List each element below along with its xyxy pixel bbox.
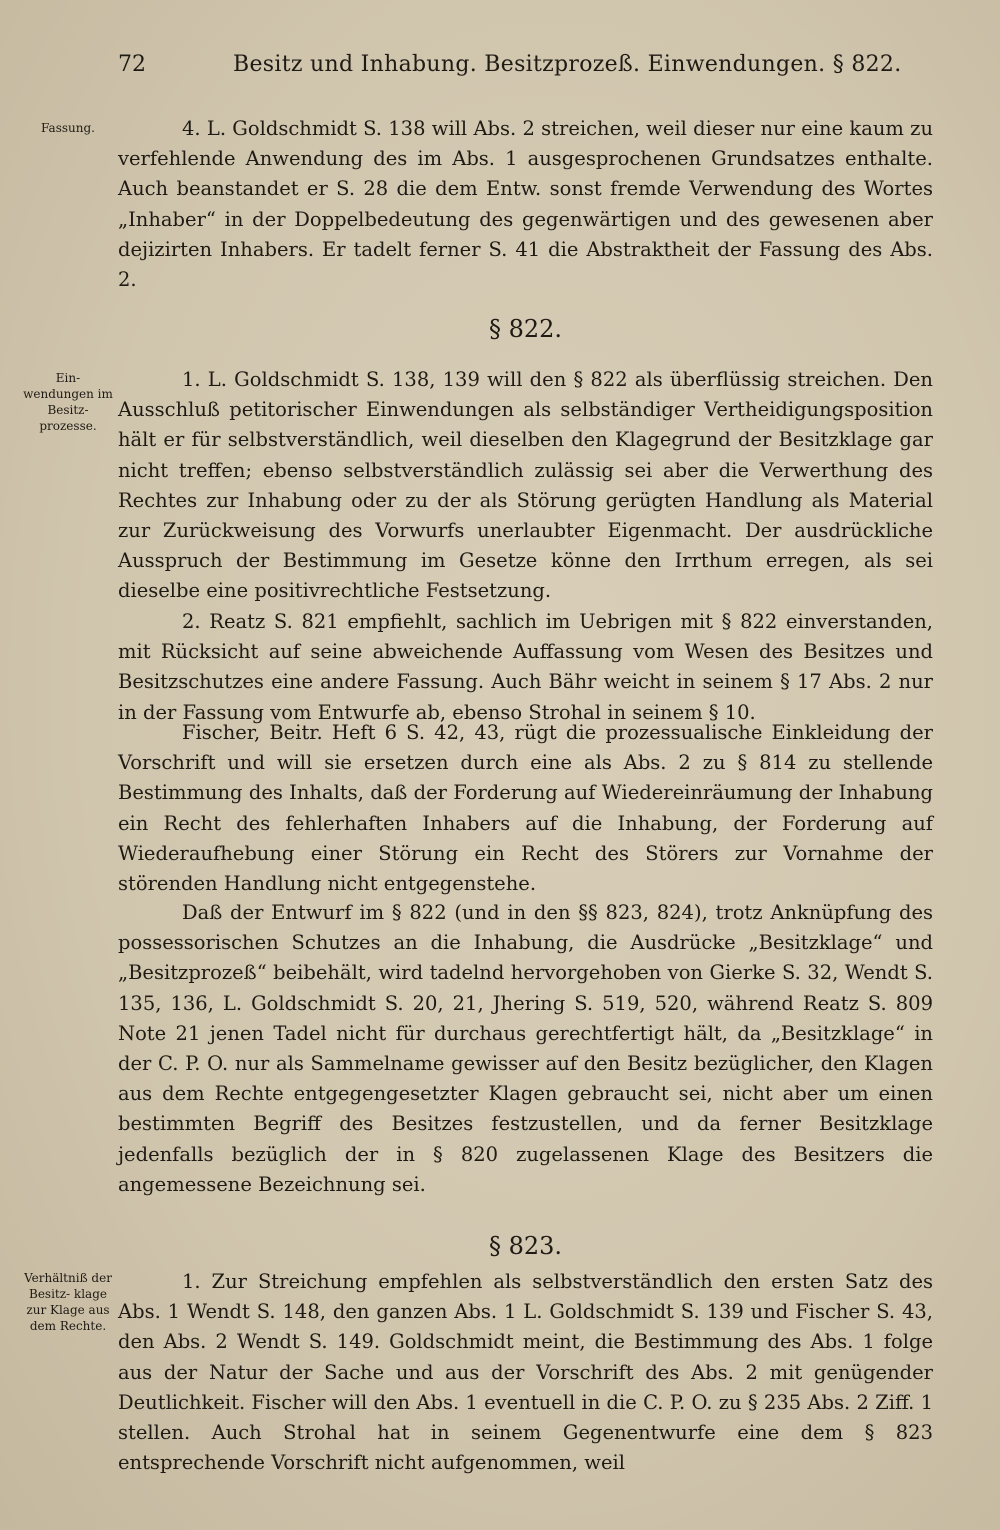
paragraph-5: Daß der Entwurf im § 822 (und in den §§ 823, 824), trotz Anknüpfung des possessorischen Schutzes an die Inhabung, die Ausdrücke „Besitzklage“ und „Besitzprozeß“ beibehält, wird tadelnd hervorgehoben von Gierke S. 32, Wendt S. 135, 136, L. Goldschmidt S. 20, 21, Jhering S. 519, 520, während Reatz S. 809 Note 21 jenen Tadel nicht für durchaus gerechtfertigt hält, da „Besitzklage“ in der C. P. O. nur als Sammelname gewisser auf den Besitz bezüglicher, den Klagen aus dem Rechte entgegengesetzter Klagen gebraucht sei, nicht aber um einen bestimmten Begriff des Besitzes festzustellen, und da ferner Besitzklage jedenfalls bezüglich der in § 820 zugelassenen Klage des Besitzers die angemessene Bezeichnung sei. xyxy=(118,901,933,1196)
margin-note-verhaeltniss: Verhältniß der Besitz- klage zur Klage aus dem Rechte. xyxy=(24,1271,112,1333)
section-heading-823: § 823. xyxy=(488,1232,563,1260)
section-heading-822: § 822. xyxy=(488,315,563,343)
paragraph-6: 1. Zur Streichung empfehlen als selbstverständlich den ersten Satz des Abs. 1 Wendt S. 148, den ganzen Abs. 1 L. Goldschmidt S. 139 und Fischer S. 43, den Abs. 2 Wendt S. 149. Goldschmidt meint, die Bestimmung des Abs. 1 folge aus der Natur der Sache und aus der Vorschrift des Abs. 2 mit genügender Deutlichkeit. Fischer will den Abs. 1 eventuell in die C. P. O. zu § 235 Abs. 2 Ziff. 1 stellen. Auch Strohal hat in seinem Gegenentwurfe eine dem § 823 entsprechende Vorschrift nicht aufgenommen, weil xyxy=(118,1270,933,1475)
page-number: 72 xyxy=(118,52,146,77)
paragraph-2: 1. L. Goldschmidt S. 138, 139 will den § 822 als überflüssig streichen. Den Ausschluß petitorischer Einwendungen als selbständiger Vertheidigungsposition hält er für selbstverständlich, weil dieselben den Klagegrund der Besitzklage gar nicht treffen; ebenso selbstverständlich zulässig sei aber die Verwerthung des Rechtes zur Inhabung oder zu der als Störung gerügten Handlung als Material zur Zurückweisung des Vorwurfs unerlaubter Eigenmacht. Der ausdrückliche Ausspruch der Bestimmung im Gesetze könne den Irrthum erregen, als sei dieselbe eine positivrechtliche Festsetzung. xyxy=(118,368,933,603)
page-header xyxy=(118,52,938,88)
running-head: Besitz und Inhabung. Besitzprozeß. Einwendungen. § 822. xyxy=(233,52,902,77)
paragraph-4: Fischer, Beitr. Heft 6 S. 42, 43, rügt die prozessualische Einkleidung der Vorschrift und will sie ersetzen durch eine als Abs. 2 zu § 814 zu stellende Bestimmung des Inhalts, daß der Forderung auf Wiedereinräumung der Inhabung ein Recht des fehlerhaften Inhabers auf die Inhabung, der Forderung auf Wiederaufhebung einer Störung ein Recht des Störers zur Vornahme der störenden Handlung nicht entgegenstehe. xyxy=(118,721,933,896)
margin-note-einwendungen: Ein- wendungen im Besitz- prozesse. xyxy=(23,371,113,433)
paragraph-1: 4. L. Goldschmidt S. 138 will Abs. 2 streichen, weil dieser nur eine kaum zu verfehlende Anwendung des im Abs. 1 ausgesprochenen Grundsatzes enthalte. Auch beanstandet er S. 28 die dem Entw. sonst fremde Verwendung des Wortes „Inhaber“ in der Doppelbedeutung des gegenwärtigen und des gewesenen aber dejizirten Inhabers. Er tadelt ferner S. 41 die Abstraktheit der Fassung des Abs. 2. xyxy=(118,117,933,292)
margin-note-fassung: Fassung. xyxy=(41,121,95,135)
paragraph-3: 2. Reatz S. 821 empfiehlt, sachlich im Uebrigen mit § 822 einverstanden, mit Rücksicht auf seine abweichende Auffassung vom Wesen des Besitzes und Besitzschutzes eine andere Fassung. Auch Bähr weicht in seinem § 17 Abs. 2 nur in der Fassung vom Entwurfe ab, ebenso Strohal in seinem § 10. xyxy=(118,610,933,724)
